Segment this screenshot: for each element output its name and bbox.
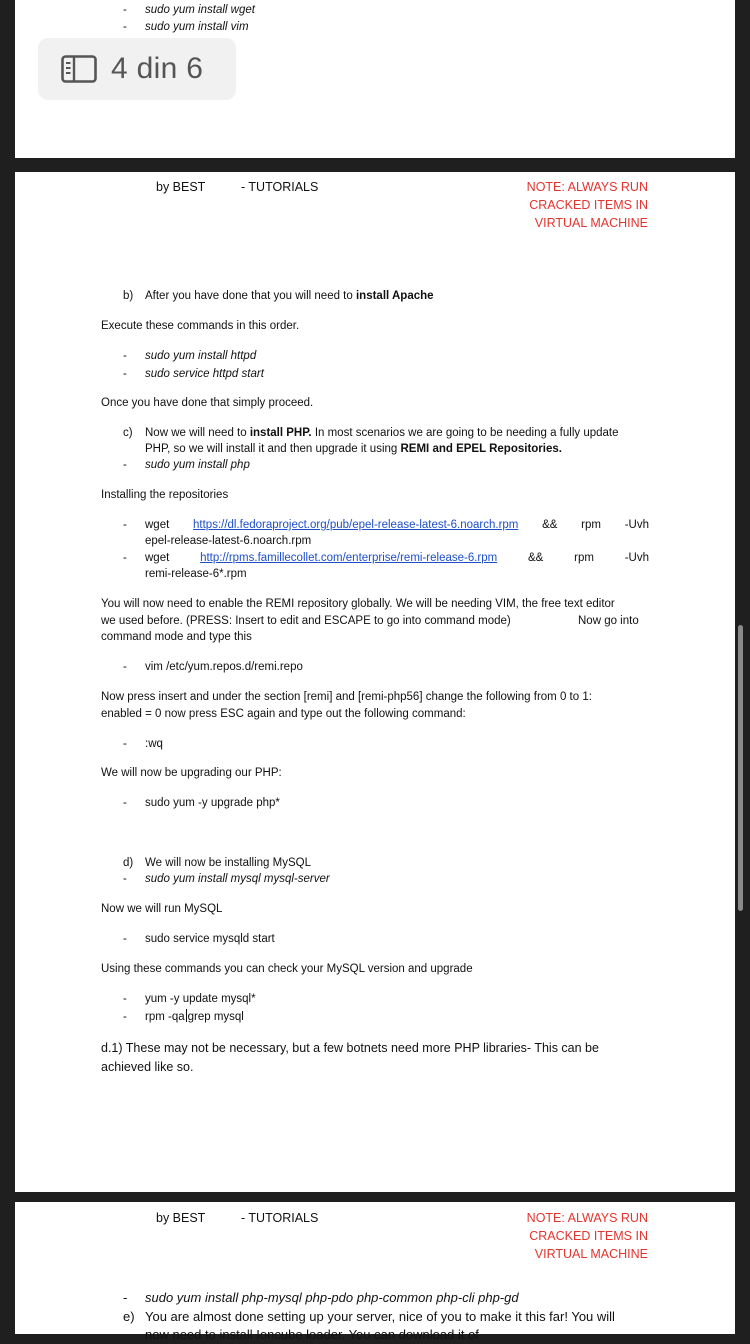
repo-command bbox=[145, 517, 649, 533]
paragraph: You are almost done setting up your server, nice of you to make it this far! You will bbox=[145, 1309, 615, 1324]
bullet-dash: - bbox=[123, 661, 127, 673]
scrollbar[interactable] bbox=[738, 625, 743, 911]
remi-link[interactable]: http://rpms.famillecollet.com/enterprise/remi-release-6.rpm bbox=[200, 552, 498, 564]
command-text: remi-release-6*.rpm bbox=[145, 568, 247, 580]
epel-link[interactable]: https://dl.fedoraproject.org/pub/epel-release-latest-6.noarch.rpm bbox=[193, 519, 519, 531]
text: Now we will need to bbox=[145, 427, 250, 439]
bullet-dash: - bbox=[123, 368, 127, 380]
paragraph: You will now need to enable the REMI repository globally. We will be needing VIM, the free text editor bbox=[101, 598, 615, 610]
note-line: VIRTUAL MACHINE bbox=[534, 1247, 648, 1261]
bold-text: REMI and EPEL Repositories. bbox=[400, 443, 562, 455]
bullet-dash: - bbox=[123, 1290, 128, 1305]
document-page bbox=[15, 1202, 735, 1342]
paragraph: We will now be upgrading our PHP: bbox=[101, 767, 282, 779]
page-counter: 4 din 6 bbox=[111, 52, 204, 85]
command-text: epel-release-latest-6.noarch.rpm bbox=[145, 535, 312, 547]
text: After you have done that you will need to bbox=[145, 290, 356, 302]
note-line: NOTE: ALWAYS RUN bbox=[526, 1211, 648, 1225]
paragraph: now need to install Ioncube loader. You can download it of bbox=[145, 1327, 479, 1342]
header-tutorials: - TUTORIALS bbox=[241, 1211, 319, 1225]
text: PHP, so we will install it and then upgrade it using bbox=[145, 443, 401, 455]
bullet-dash: - bbox=[123, 21, 127, 33]
note-line: NOTE: ALWAYS RUN bbox=[526, 180, 648, 194]
paragraph: enabled = 0 now press ESC again and type out the following command: bbox=[101, 708, 466, 720]
command-text: sudo service httpd start bbox=[145, 368, 264, 380]
paragraph: Using these commands you can check your MySQL version and upgrade bbox=[101, 963, 473, 975]
header-author: by BEST bbox=[156, 1211, 206, 1225]
header-tutorials: - TUTORIALS bbox=[241, 180, 319, 194]
bold-text: install PHP. bbox=[249, 427, 312, 439]
paragraph: Once you have done that simply proceed. bbox=[101, 397, 314, 409]
command-text: vim /etc/yum.repos.d/remi.repo bbox=[145, 661, 303, 673]
paragraph bbox=[145, 288, 434, 304]
list-marker: e) bbox=[123, 1309, 135, 1324]
command-text: -Uvh bbox=[624, 519, 649, 531]
document-page bbox=[15, 172, 735, 1192]
bullet-dash: - bbox=[123, 1011, 127, 1023]
command-text: sudo service mysqld start bbox=[145, 933, 275, 945]
paragraph: we used before. (PRESS: Insert to edit and ESCAPE to go into command mode) bbox=[101, 615, 511, 627]
header-note bbox=[527, 1209, 648, 1263]
bullet-dash: - bbox=[123, 797, 127, 809]
paragraph: achieved like so. bbox=[101, 1060, 194, 1074]
header-note bbox=[527, 178, 648, 232]
list-marker: d) bbox=[123, 857, 134, 869]
command-text: wget bbox=[145, 552, 170, 564]
paragraph: Installing the repositories bbox=[101, 489, 229, 501]
bullet-dash: - bbox=[123, 350, 127, 362]
paragraph bbox=[145, 441, 562, 457]
paragraph: Execute these commands in this order. bbox=[101, 320, 300, 332]
command-text: yum -y update mysql* bbox=[145, 993, 256, 1005]
command-text: sudo yum install php-mysql php-pdo php-common php-cli php-gd bbox=[145, 1290, 519, 1305]
paragraph: Now we will run MySQL bbox=[101, 903, 223, 915]
paragraph: d.1) These may not be necessary, but a few botnets need more PHP libraries- This can be bbox=[101, 1041, 599, 1055]
command-text: rpm bbox=[574, 552, 594, 564]
paragraph: command mode and type this bbox=[101, 631, 252, 643]
sidebar-icon bbox=[61, 55, 97, 83]
bullet-dash: - bbox=[123, 993, 127, 1005]
command-text: && bbox=[542, 519, 558, 531]
list-marker: c) bbox=[123, 427, 133, 439]
paragraph bbox=[145, 425, 619, 441]
repo-command bbox=[145, 550, 649, 566]
bullet-dash: - bbox=[123, 873, 127, 885]
paragraph: We will now be installing MySQL bbox=[145, 857, 311, 869]
paragraph: Now go into bbox=[578, 615, 639, 627]
note-line: CRACKED ITEMS IN bbox=[529, 1229, 648, 1243]
page-indicator[interactable] bbox=[38, 38, 236, 100]
command-text: sudo yum -y upgrade php* bbox=[145, 797, 280, 809]
command-text: sudo yum install php bbox=[145, 459, 250, 471]
command-text: sudo yum install wget bbox=[145, 4, 255, 16]
text: In most scenarios we are going to be needing a fully update bbox=[311, 427, 619, 439]
command-text: rpm bbox=[581, 519, 601, 531]
command-text: sudo yum install mysql mysql-server bbox=[145, 873, 330, 885]
text: grep mysql bbox=[187, 1011, 244, 1023]
bullet-dash: - bbox=[123, 519, 127, 531]
paragraph: Now press insert and under the section [remi] and [remi-php56] change the following from 0 to 1: bbox=[101, 691, 592, 703]
note-line: VIRTUAL MACHINE bbox=[534, 216, 648, 230]
note-line: CRACKED ITEMS IN bbox=[529, 198, 648, 212]
header-author: by BEST bbox=[156, 180, 206, 194]
bold-text: install Apache bbox=[355, 290, 434, 302]
command-text: -Uvh bbox=[624, 552, 649, 564]
command-text: && bbox=[528, 552, 544, 564]
command-text: sudo yum install vim bbox=[145, 21, 249, 33]
command-text: sudo yum install httpd bbox=[145, 350, 257, 362]
command-text: :wq bbox=[145, 738, 163, 750]
text: rpm -qa bbox=[145, 1011, 185, 1023]
command-text bbox=[145, 1009, 244, 1025]
bullet-dash: - bbox=[123, 4, 127, 16]
command-text: wget bbox=[145, 519, 170, 531]
list-marker: b) bbox=[123, 290, 134, 302]
bullet-dash: - bbox=[123, 933, 127, 945]
text-cursor bbox=[186, 1009, 187, 1022]
bullet-dash: - bbox=[123, 552, 127, 564]
bullet-dash: - bbox=[123, 738, 127, 750]
bullet-dash: - bbox=[123, 459, 127, 471]
